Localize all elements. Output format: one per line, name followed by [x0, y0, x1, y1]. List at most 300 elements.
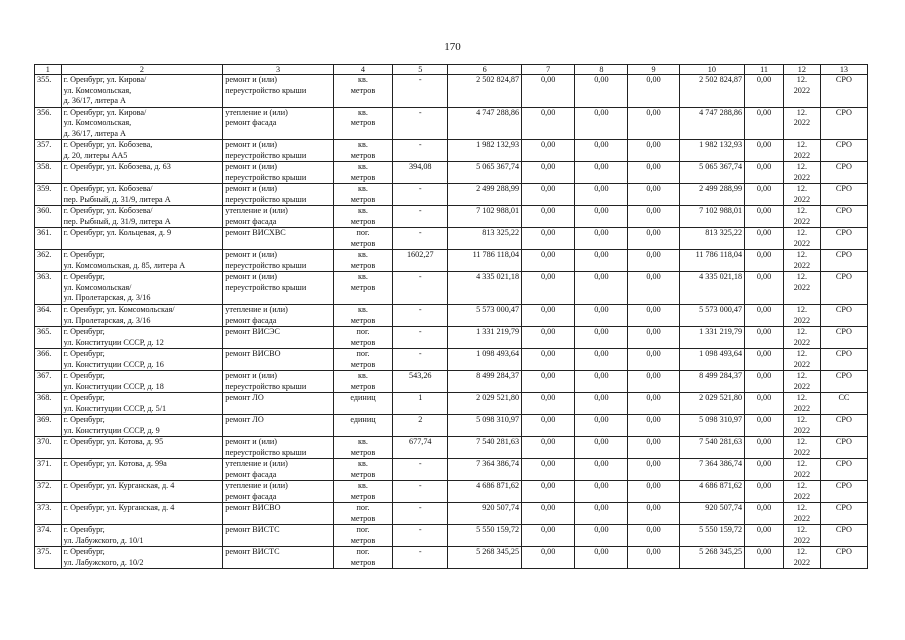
local-budget-cell: 0,00 [628, 393, 679, 415]
quantity-cell: - [393, 305, 448, 327]
period-cell: 12. 2022 [783, 503, 820, 525]
period-cell: 12. 2022 [783, 162, 820, 184]
row-number: 369. [35, 415, 62, 437]
quantity-cell: 394,08 [393, 162, 448, 184]
work-type-cell: ремонт ВИСВО [223, 349, 334, 371]
unit-cell: единиц [333, 393, 392, 415]
table-row [35, 228, 868, 250]
period-cell: 12. 2022 [783, 75, 820, 108]
unit-cell: кв. метров [333, 107, 392, 140]
header-cell: 12 [783, 65, 820, 75]
budget-cell: 0,00 [575, 415, 628, 437]
other-funds-cell: 0,00 [745, 162, 784, 184]
total-cost-cell: 7 540 281,63 [448, 437, 522, 459]
address-cell: г. Оренбург, ул. Кобозева, д. 63 [61, 162, 223, 184]
local-budget-cell: 0,00 [628, 327, 679, 349]
unit-cell: единиц [333, 415, 392, 437]
row-number: 363. [35, 272, 62, 305]
fund-cell: 0,00 [522, 393, 575, 415]
method-cell: СС [820, 393, 867, 415]
owners-funds-cell: 7 102 988,01 [679, 206, 744, 228]
total-cost-cell: 920 507,74 [448, 503, 522, 525]
budget-cell: 0,00 [575, 228, 628, 250]
total-cost-cell: 5 098 310,97 [448, 415, 522, 437]
row-number: 366. [35, 349, 62, 371]
fund-cell: 0,00 [522, 206, 575, 228]
local-budget-cell: 0,00 [628, 415, 679, 437]
owners-funds-cell: 5 573 000,47 [679, 305, 744, 327]
work-type-cell: ремонт и (или) переустройство крыши [223, 371, 334, 393]
fund-cell: 0,00 [522, 437, 575, 459]
quantity-cell: - [393, 140, 448, 162]
total-cost-cell: 4 335 021,18 [448, 272, 522, 305]
address-cell: г. Оренбург, ул. Комсомольская/ ул. Пролетарская, д. 3/16 [61, 305, 223, 327]
address-cell: г. Оренбург, ул. Лабужского, д. 10/1 [61, 525, 223, 547]
local-budget-cell: 0,00 [628, 305, 679, 327]
total-cost-cell: 8 499 284,37 [448, 371, 522, 393]
fund-cell: 0,00 [522, 415, 575, 437]
owners-funds-cell: 1 098 493,64 [679, 349, 744, 371]
total-cost-cell: 5 268 345,25 [448, 547, 522, 569]
work-type-cell: ремонт ЛО [223, 393, 334, 415]
work-type-cell: ремонт ВИСЭС [223, 327, 334, 349]
method-cell: СРО [820, 162, 867, 184]
table-row [35, 272, 868, 305]
header-cell: 3 [223, 65, 334, 75]
local-budget-cell: 0,00 [628, 525, 679, 547]
unit-cell: кв. метров [333, 140, 392, 162]
row-number: 365. [35, 327, 62, 349]
unit-cell: пог. метров [333, 327, 392, 349]
quantity-cell: - [393, 75, 448, 108]
local-budget-cell: 0,00 [628, 272, 679, 305]
other-funds-cell: 0,00 [745, 481, 784, 503]
owners-funds-cell: 11 786 118,04 [679, 250, 744, 272]
unit-cell: кв. метров [333, 184, 392, 206]
table-row [35, 184, 868, 206]
other-funds-cell: 0,00 [745, 371, 784, 393]
owners-funds-cell: 5 065 367,74 [679, 162, 744, 184]
fund-cell: 0,00 [522, 162, 575, 184]
table-row [35, 393, 868, 415]
address-cell: г. Оренбург, ул. Конституции СССР, д. 12 [61, 327, 223, 349]
local-budget-cell: 0,00 [628, 250, 679, 272]
local-budget-cell: 0,00 [628, 140, 679, 162]
method-cell: СРО [820, 75, 867, 108]
owners-funds-cell: 4 686 871,62 [679, 481, 744, 503]
header-cell: 11 [745, 65, 784, 75]
header-cell: 5 [393, 65, 448, 75]
row-number: 370. [35, 437, 62, 459]
budget-cell: 0,00 [575, 305, 628, 327]
row-number: 375. [35, 547, 62, 569]
address-cell: г. Оренбург, ул. Кобозева, д. 20, литеры АА5 [61, 140, 223, 162]
row-number: 356. [35, 107, 62, 140]
owners-funds-cell: 5 550 159,72 [679, 525, 744, 547]
address-cell: г. Оренбург, ул. Лабужского, д. 10/2 [61, 547, 223, 569]
budget-cell: 0,00 [575, 107, 628, 140]
method-cell: СРО [820, 481, 867, 503]
other-funds-cell: 0,00 [745, 547, 784, 569]
other-funds-cell: 0,00 [745, 393, 784, 415]
budget-cell: 0,00 [575, 206, 628, 228]
total-cost-cell: 2 499 288,99 [448, 184, 522, 206]
budget-cell: 0,00 [575, 272, 628, 305]
method-cell: СРО [820, 371, 867, 393]
work-type-cell: утепление и (или) ремонт фасада [223, 305, 334, 327]
other-funds-cell: 0,00 [745, 107, 784, 140]
fund-cell: 0,00 [522, 107, 575, 140]
budget-cell: 0,00 [575, 162, 628, 184]
fund-cell: 0,00 [522, 272, 575, 305]
local-budget-cell: 0,00 [628, 503, 679, 525]
owners-funds-cell: 2 499 288,99 [679, 184, 744, 206]
fund-cell: 0,00 [522, 228, 575, 250]
address-cell: г. Оренбург, ул. Кирова/ ул. Комсомольская, д. 36/17, литера А [61, 107, 223, 140]
budget-cell: 0,00 [575, 184, 628, 206]
quantity-cell: - [393, 206, 448, 228]
period-cell: 12. 2022 [783, 305, 820, 327]
header-cell: 2 [61, 65, 223, 75]
row-number: 361. [35, 228, 62, 250]
quantity-cell: 1 [393, 393, 448, 415]
work-type-cell: ремонт ВИСХВС [223, 228, 334, 250]
header-cell: 7 [522, 65, 575, 75]
method-cell: СРО [820, 415, 867, 437]
local-budget-cell: 0,00 [628, 547, 679, 569]
fund-cell: 0,00 [522, 459, 575, 481]
address-cell: г. Оренбург, ул. Конституции СССР, д. 16 [61, 349, 223, 371]
total-cost-cell: 813 325,22 [448, 228, 522, 250]
unit-cell: кв. метров [333, 250, 392, 272]
method-cell: СРО [820, 140, 867, 162]
table-row [35, 415, 868, 437]
row-number: 373. [35, 503, 62, 525]
total-cost-cell: 7 102 988,01 [448, 206, 522, 228]
local-budget-cell: 0,00 [628, 371, 679, 393]
other-funds-cell: 0,00 [745, 327, 784, 349]
owners-funds-cell: 2 029 521,80 [679, 393, 744, 415]
period-cell: 12. 2022 [783, 371, 820, 393]
unit-cell: кв. метров [333, 162, 392, 184]
header-cell: 9 [628, 65, 679, 75]
table-row [35, 547, 868, 569]
work-type-cell: ремонт и (или) переустройство крыши [223, 162, 334, 184]
unit-cell: кв. метров [333, 481, 392, 503]
other-funds-cell: 0,00 [745, 140, 784, 162]
column-number-row [35, 65, 868, 75]
work-type-cell: ремонт и (или) переустройство крыши [223, 140, 334, 162]
table-row [35, 162, 868, 184]
method-cell: СРО [820, 184, 867, 206]
total-cost-cell: 1 331 219,79 [448, 327, 522, 349]
header-cell: 10 [679, 65, 744, 75]
unit-cell: кв. метров [333, 75, 392, 108]
total-cost-cell: 5 550 159,72 [448, 525, 522, 547]
local-budget-cell: 0,00 [628, 107, 679, 140]
total-cost-cell: 2 502 824,87 [448, 75, 522, 108]
method-cell: СРО [820, 459, 867, 481]
owners-funds-cell: 4 747 288,86 [679, 107, 744, 140]
work-type-cell: ремонт и (или) переустройство крыши [223, 272, 334, 305]
quantity-cell: - [393, 184, 448, 206]
method-cell: СРО [820, 525, 867, 547]
period-cell: 12. 2022 [783, 459, 820, 481]
other-funds-cell: 0,00 [745, 305, 784, 327]
address-cell: г. Оренбург, ул. Кобозева/ пер. Рыбный, д. 31/9, литера А [61, 206, 223, 228]
local-budget-cell: 0,00 [628, 184, 679, 206]
other-funds-cell: 0,00 [745, 415, 784, 437]
budget-cell: 0,00 [575, 503, 628, 525]
method-cell: СРО [820, 250, 867, 272]
period-cell: 12. 2022 [783, 481, 820, 503]
local-budget-cell: 0,00 [628, 481, 679, 503]
budget-cell: 0,00 [575, 327, 628, 349]
budget-cell: 0,00 [575, 481, 628, 503]
unit-cell: пог. метров [333, 349, 392, 371]
total-cost-cell: 4 686 871,62 [448, 481, 522, 503]
work-type-cell: утепление и (или) ремонт фасада [223, 206, 334, 228]
row-number: 359. [35, 184, 62, 206]
total-cost-cell: 1 098 493,64 [448, 349, 522, 371]
row-number: 364. [35, 305, 62, 327]
work-type-cell: ремонт ВИСВО [223, 503, 334, 525]
table-row [35, 327, 868, 349]
budget-cell: 0,00 [575, 525, 628, 547]
quantity-cell: 677,74 [393, 437, 448, 459]
fund-cell: 0,00 [522, 371, 575, 393]
quantity-cell: - [393, 525, 448, 547]
work-type-cell: ремонт ЛО [223, 415, 334, 437]
local-budget-cell: 0,00 [628, 349, 679, 371]
work-type-cell: ремонт и (или) переустройство крыши [223, 437, 334, 459]
method-cell: СРО [820, 107, 867, 140]
owners-funds-cell: 5 098 310,97 [679, 415, 744, 437]
method-cell: СРО [820, 228, 867, 250]
quantity-cell: - [393, 547, 448, 569]
local-budget-cell: 0,00 [628, 437, 679, 459]
table-row [35, 437, 868, 459]
unit-cell: кв. метров [333, 437, 392, 459]
total-cost-cell: 11 786 118,04 [448, 250, 522, 272]
other-funds-cell: 0,00 [745, 503, 784, 525]
row-number: 372. [35, 481, 62, 503]
budget-cell: 0,00 [575, 547, 628, 569]
row-number: 357. [35, 140, 62, 162]
other-funds-cell: 0,00 [745, 206, 784, 228]
fund-cell: 0,00 [522, 503, 575, 525]
quantity-cell: - [393, 272, 448, 305]
period-cell: 12. 2022 [783, 327, 820, 349]
method-cell: СРО [820, 305, 867, 327]
unit-cell: пог. метров [333, 503, 392, 525]
address-cell: г. Оренбург, ул. Кирова/ ул. Комсомольская, д. 36/17, литера А [61, 75, 223, 108]
other-funds-cell: 0,00 [745, 184, 784, 206]
unit-cell: кв. метров [333, 206, 392, 228]
owners-funds-cell: 4 335 021,18 [679, 272, 744, 305]
period-cell: 12. 2022 [783, 349, 820, 371]
table-row [35, 250, 868, 272]
unit-cell: пог. метров [333, 525, 392, 547]
row-number: 367. [35, 371, 62, 393]
fund-cell: 0,00 [522, 305, 575, 327]
table-row [35, 349, 868, 371]
method-cell: СРО [820, 349, 867, 371]
owners-funds-cell: 2 502 824,87 [679, 75, 744, 108]
total-cost-cell: 1 982 132,93 [448, 140, 522, 162]
local-budget-cell: 0,00 [628, 75, 679, 108]
header-cell: 4 [333, 65, 392, 75]
unit-cell: кв. метров [333, 305, 392, 327]
quantity-cell: - [393, 327, 448, 349]
table-row [35, 305, 868, 327]
period-cell: 12. 2022 [783, 415, 820, 437]
table-row [35, 525, 868, 547]
work-type-cell: ремонт и (или) переустройство крыши [223, 250, 334, 272]
table-row [35, 503, 868, 525]
header-cell: 8 [575, 65, 628, 75]
other-funds-cell: 0,00 [745, 437, 784, 459]
work-type-cell: ремонт ВИСТС [223, 525, 334, 547]
table-body [35, 75, 868, 569]
quantity-cell: - [393, 349, 448, 371]
budget-cell: 0,00 [575, 75, 628, 108]
owners-funds-cell: 813 325,22 [679, 228, 744, 250]
local-budget-cell: 0,00 [628, 459, 679, 481]
owners-funds-cell: 8 499 284,37 [679, 371, 744, 393]
address-cell: г. Оренбург, ул. Курганская, д. 4 [61, 481, 223, 503]
owners-funds-cell: 920 507,74 [679, 503, 744, 525]
work-type-cell: ремонт ВИСТС [223, 547, 334, 569]
page-number: 170 [444, 41, 461, 53]
work-type-cell: утепление и (или) ремонт фасада [223, 481, 334, 503]
method-cell: СРО [820, 272, 867, 305]
row-number: 374. [35, 525, 62, 547]
quantity-cell: 2 [393, 415, 448, 437]
quantity-cell: - [393, 459, 448, 481]
fund-cell: 0,00 [522, 140, 575, 162]
total-cost-cell: 5 065 367,74 [448, 162, 522, 184]
other-funds-cell: 0,00 [745, 250, 784, 272]
row-number: 362. [35, 250, 62, 272]
work-type-cell: ремонт и (или) переустройство крыши [223, 75, 334, 108]
fund-cell: 0,00 [522, 184, 575, 206]
method-cell: СРО [820, 206, 867, 228]
period-cell: 12. 2022 [783, 437, 820, 459]
header-cell: 13 [820, 65, 867, 75]
owners-funds-cell: 1 331 219,79 [679, 327, 744, 349]
owners-funds-cell: 1 982 132,93 [679, 140, 744, 162]
other-funds-cell: 0,00 [745, 75, 784, 108]
address-cell: г. Оренбург, ул. Комсомольская, д. 85, литера А [61, 250, 223, 272]
quantity-cell: 1602,27 [393, 250, 448, 272]
period-cell: 12. 2022 [783, 393, 820, 415]
table-row [35, 371, 868, 393]
table-row [35, 107, 868, 140]
row-number: 355. [35, 75, 62, 108]
table-row [35, 206, 868, 228]
header-cell: 6 [448, 65, 522, 75]
address-cell: г. Оренбург, ул. Конституции СССР, д. 9 [61, 415, 223, 437]
total-cost-cell: 7 364 386,74 [448, 459, 522, 481]
fund-cell: 0,00 [522, 327, 575, 349]
table-row [35, 140, 868, 162]
unit-cell: кв. метров [333, 272, 392, 305]
row-number: 371. [35, 459, 62, 481]
table-row [35, 481, 868, 503]
row-number: 358. [35, 162, 62, 184]
fund-cell: 0,00 [522, 349, 575, 371]
address-cell: г. Оренбург, ул. Кобозева/ пер. Рыбный, д. 31/9, литера А [61, 184, 223, 206]
budget-cell: 0,00 [575, 371, 628, 393]
address-cell: г. Оренбург, ул. Курганская, д. 4 [61, 503, 223, 525]
period-cell: 12. 2022 [783, 228, 820, 250]
local-budget-cell: 0,00 [628, 206, 679, 228]
quantity-cell: - [393, 107, 448, 140]
budget-cell: 0,00 [575, 459, 628, 481]
unit-cell: пог. метров [333, 228, 392, 250]
address-cell: г. Оренбург, ул. Комсомольская/ ул. Пролетарская, д. 3/16 [61, 272, 223, 305]
budget-cell: 0,00 [575, 437, 628, 459]
period-cell: 12. 2022 [783, 525, 820, 547]
unit-cell: кв. метров [333, 459, 392, 481]
method-cell: СРО [820, 503, 867, 525]
period-cell: 12. 2022 [783, 250, 820, 272]
period-cell: 12. 2022 [783, 272, 820, 305]
period-cell: 12. 2022 [783, 184, 820, 206]
quantity-cell: 543,26 [393, 371, 448, 393]
address-cell: г. Оренбург, ул. Котова, д. 95 [61, 437, 223, 459]
work-type-cell: утепление и (или) ремонт фасада [223, 107, 334, 140]
address-cell: г. Оренбург, ул. Конституции СССР, д. 5/1 [61, 393, 223, 415]
budget-cell: 0,00 [575, 250, 628, 272]
total-cost-cell: 5 573 000,47 [448, 305, 522, 327]
quantity-cell: - [393, 503, 448, 525]
unit-cell: кв. метров [333, 371, 392, 393]
budget-cell: 0,00 [575, 140, 628, 162]
quantity-cell: - [393, 481, 448, 503]
period-cell: 12. 2022 [783, 206, 820, 228]
local-budget-cell: 0,00 [628, 162, 679, 184]
other-funds-cell: 0,00 [745, 272, 784, 305]
fund-cell: 0,00 [522, 250, 575, 272]
budget-cell: 0,00 [575, 349, 628, 371]
work-type-cell: утепление и (или) ремонт фасада [223, 459, 334, 481]
method-cell: СРО [820, 437, 867, 459]
budget-cell: 0,00 [575, 393, 628, 415]
method-cell: СРО [820, 547, 867, 569]
fund-cell: 0,00 [522, 525, 575, 547]
fund-cell: 0,00 [522, 481, 575, 503]
period-cell: 12. 2022 [783, 547, 820, 569]
period-cell: 12. 2022 [783, 140, 820, 162]
owners-funds-cell: 7 364 386,74 [679, 459, 744, 481]
total-cost-cell: 2 029 521,80 [448, 393, 522, 415]
other-funds-cell: 0,00 [745, 349, 784, 371]
address-cell: г. Оренбург, ул. Кольцевая, д. 9 [61, 228, 223, 250]
method-cell: СРО [820, 327, 867, 349]
owners-funds-cell: 7 540 281,63 [679, 437, 744, 459]
total-cost-cell: 4 747 288,86 [448, 107, 522, 140]
row-number: 360. [35, 206, 62, 228]
work-type-cell: ремонт и (или) переустройство крыши [223, 184, 334, 206]
table-row [35, 459, 868, 481]
period-cell: 12. 2022 [783, 107, 820, 140]
local-budget-cell: 0,00 [628, 228, 679, 250]
quantity-cell: - [393, 228, 448, 250]
header-cell: 1 [35, 65, 62, 75]
capital-repair-table [34, 64, 868, 569]
